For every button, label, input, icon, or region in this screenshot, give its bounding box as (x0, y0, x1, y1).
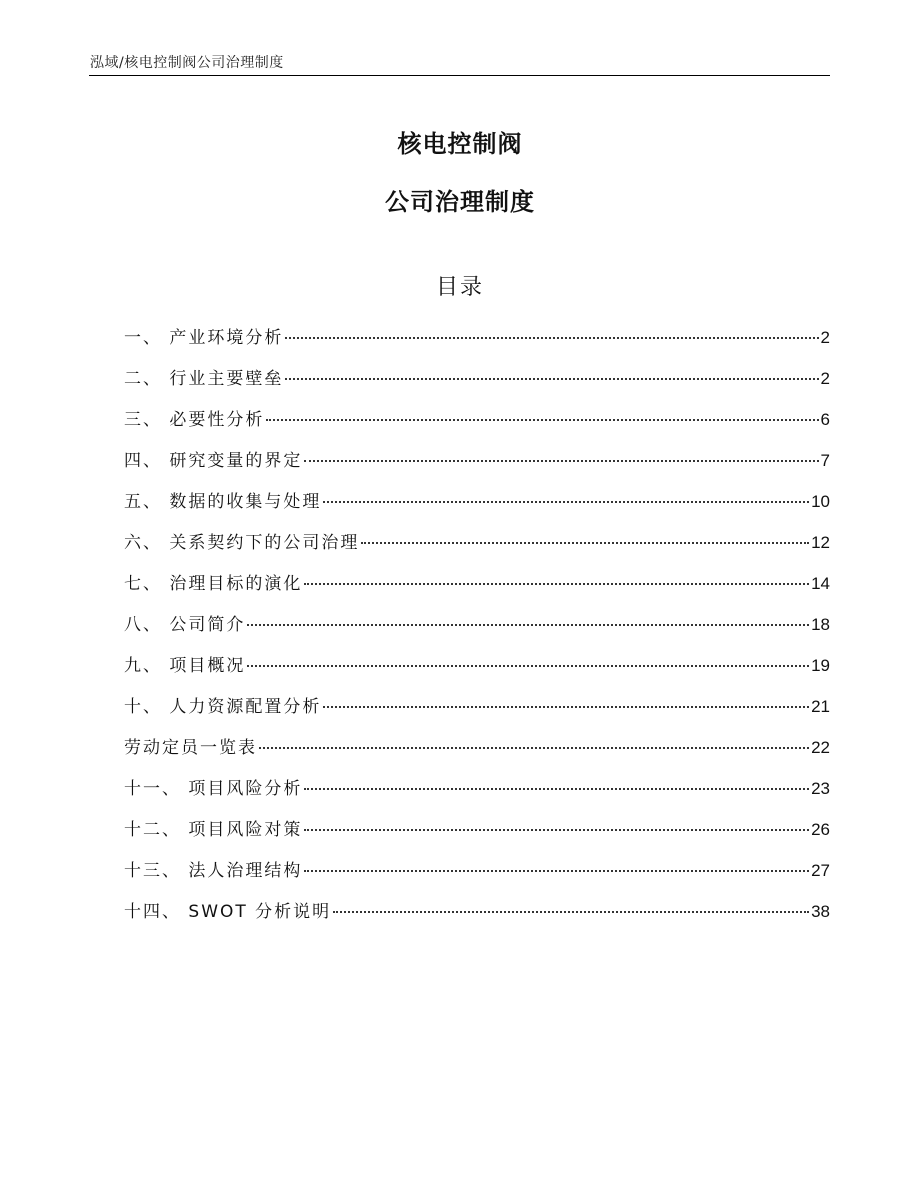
toc-entry-page: 22 (811, 738, 830, 757)
toc-entry[interactable] (124, 692, 830, 733)
toc-entry-page: 38 (811, 902, 830, 921)
toc-entry[interactable] (124, 569, 830, 610)
toc-list (124, 323, 830, 938)
running-header: 泓域/核电控制阀公司治理制度 (90, 55, 284, 71)
toc-dot-leader (304, 788, 809, 790)
toc-entry-label: 十四、 SWOT 分析说明 (124, 902, 332, 922)
toc-dot-leader (266, 419, 818, 421)
toc-entry[interactable] (124, 446, 830, 487)
toc-dot-leader (323, 706, 809, 708)
toc-dot-leader (333, 911, 809, 913)
toc-dot-leader (285, 378, 818, 380)
toc-entry-label: 十、 人力资源配置分析 (124, 697, 322, 717)
toc-dot-leader (259, 747, 809, 749)
toc-entry-page: 14 (811, 574, 830, 593)
toc-entry[interactable] (124, 364, 830, 405)
toc-dot-leader (304, 829, 809, 831)
header-rule (89, 75, 830, 76)
toc-entry-label: 五、 数据的收集与处理 (124, 492, 322, 512)
toc-entry-page: 21 (811, 697, 830, 716)
toc-entry-page: 2 (820, 369, 830, 388)
toc-entry[interactable] (124, 487, 830, 528)
toc-entry[interactable] (124, 610, 830, 651)
toc-entry-page: 23 (811, 779, 830, 798)
toc-dot-leader (304, 870, 809, 872)
toc-entry-label: 劳动定员一览表 (124, 738, 257, 758)
toc-dot-leader (323, 501, 809, 503)
toc-dot-leader (247, 665, 809, 667)
toc-entry-label: 八、 公司简介 (124, 615, 246, 635)
toc-entry-label: 二、 行业主要壁垒 (124, 369, 284, 389)
document-title-line-1: 核电控制阀 (397, 130, 523, 158)
toc-entry-page: 10 (811, 492, 830, 511)
toc-entry-label: 七、 治理目标的演化 (124, 574, 303, 594)
toc-entry-label: 三、 必要性分析 (124, 410, 265, 430)
toc-entry-label: 一、 产业环境分析 (124, 328, 284, 348)
toc-dot-leader (304, 460, 818, 462)
toc-entry-page: 19 (811, 656, 830, 675)
toc-entry-label: 六、 关系契约下的公司治理 (124, 533, 360, 553)
toc-entry[interactable] (124, 733, 830, 774)
toc-entry[interactable] (124, 856, 830, 897)
toc-entry-page: 18 (811, 615, 830, 634)
toc-entry[interactable] (124, 897, 830, 938)
toc-entry[interactable] (124, 774, 830, 815)
toc-entry[interactable] (124, 405, 830, 446)
toc-entry[interactable] (124, 323, 830, 364)
toc-entry[interactable] (124, 528, 830, 569)
toc-dot-leader (361, 542, 809, 544)
toc-entry[interactable] (124, 651, 830, 692)
toc-heading: 目录 (435, 275, 484, 300)
toc-entry-page: 2 (820, 328, 830, 347)
toc-entry-label: 十二、 项目风险对策 (124, 820, 303, 840)
toc-dot-leader (285, 337, 818, 339)
toc-entry-label: 四、 研究变量的界定 (124, 451, 303, 471)
toc-entry-page: 27 (811, 861, 830, 880)
toc-entry-label: 十三、 法人治理结构 (124, 861, 303, 881)
toc-entry-page: 7 (820, 451, 830, 470)
toc-entry-label: 十一、 项目风险分析 (124, 779, 303, 799)
toc-entry[interactable] (124, 815, 830, 856)
document-title-line-2: 公司治理制度 (385, 188, 535, 216)
toc-entry-label: 九、 项目概况 (124, 656, 246, 676)
toc-entry-page: 6 (820, 410, 830, 429)
toc-entry-page: 12 (811, 533, 830, 552)
toc-entry-page: 26 (811, 820, 830, 839)
toc-dot-leader (247, 624, 809, 626)
toc-dot-leader (304, 583, 809, 585)
